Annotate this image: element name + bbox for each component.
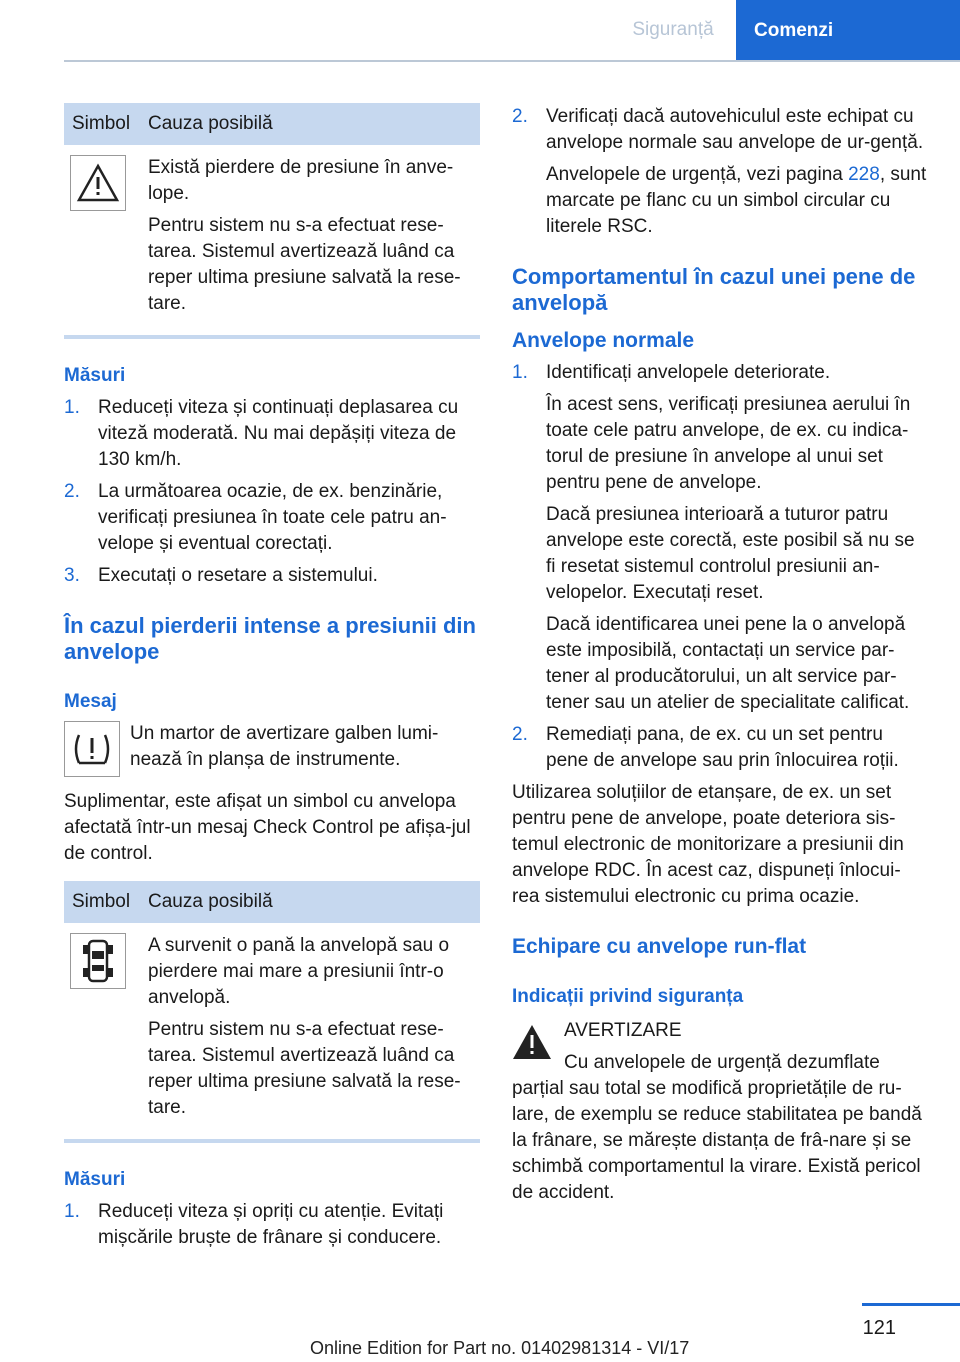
paragraph: Suplimentar, este afișat un simbol cu anvelopa afectată într-un mesaj Check Control pe afișa-jul de control. xyxy=(64,791,471,864)
warning-triangle-icon xyxy=(70,155,126,211)
warning-triangle-filled-icon xyxy=(512,1024,552,1065)
col-cause-header: Cauza posibilă xyxy=(148,113,273,134)
message-text: Un martor de avertizare galben lumi-nează în planșa de instrumente. xyxy=(130,723,439,770)
warning-title: AVERTIZARE xyxy=(564,1020,682,1041)
cause-text: Pentru sistem nu s-a efectuat rese-tarea. Sistemul avertizează luând ca reper ultima presiune salvată la rese-tare. xyxy=(148,215,461,314)
message-heading: Mesaj xyxy=(64,691,117,712)
list-item-subtext: Anvelopele de urgență, vezi pagina 228, sunt marcate pe flanc cu un simbol circular cu literele RSC. xyxy=(546,164,927,237)
message-block xyxy=(64,721,480,777)
list-item: 1. Reduceți viteza și continuați deplasarea cu viteză moderată. Nu mai depășiți viteza de 130 km/h. xyxy=(64,397,459,470)
tire-pressure-warning-icon xyxy=(64,721,120,777)
table-end-rule xyxy=(64,335,480,339)
cause-text: Pentru sistem nu s-a efectuat rese-tarea. Sistemul avertizează luând ca reper ultima presiune salvată la rese-tare. xyxy=(148,1019,461,1118)
list-item: 2. La următoarea ocazie, de ex. benzinărie, verificați presiunea în toate cele patru an-velope și eventual corectați. xyxy=(64,481,447,554)
subsection-heading: Indicații privind siguranța xyxy=(512,986,744,1007)
warning-block xyxy=(512,1018,928,1206)
table-end-rule xyxy=(64,1139,480,1143)
cause-text: A survenit o pană la anvelopă sau o pierdere mai mare a presiunii într-o anvelopă. xyxy=(148,935,450,1008)
list-item: 1. Reduceți viteza și opriți cu atenție. Evitați mișcările bruște de frânare și conducere. xyxy=(64,1201,444,1248)
table-row xyxy=(64,923,480,1121)
list-item: 3. Executați o resetare a sistemului. xyxy=(64,565,378,586)
measures-list xyxy=(64,1199,480,1251)
measures-heading: Măsuri xyxy=(64,365,126,386)
list-item: 2. Verificați dacă autovehiculul este echipat cu anvelope normale sau anvelope de ur-gență. Anvelopele de urgență, vezi pagina 228, sunt marcate pe flanc cu un simbol circular cu literele RSC. xyxy=(512,104,928,240)
list-item: 1. Identificați anvelopele deteriorate. În acest sens, verificați presiunea aerului în toate cele patru anvelope, de ex. cu indica-torul de presiune în anvelope al unui set pentru pene de anvelope. Dacă presiunea interioară a tuturor patru anvelope este corectă, este posibil să nu se fi resetat sistemul controlul presiunii an-velopelor. Executați reset. Dacă identificarea unei pene la o anvelopă este imposibilă, contactați un service par-tener al producătorului, un alt service par-tener sau un atelier de specialitate calificat. xyxy=(512,362,915,713)
warning-text: Cu anvelopele de urgență dezumflate parțial sau total se modifică proprietățile de ru-lare, de exemplu se reduce stabilitatea pe bandă la frânare, se mărește distanța de frâ-nare și se schimbă comportamentul la virare. Există pericol de accident. xyxy=(512,1052,922,1203)
table-header xyxy=(64,881,480,923)
page-link[interactable]: 228 xyxy=(848,164,880,185)
footer-rule xyxy=(862,1303,960,1306)
page-number: 121 xyxy=(862,1317,896,1339)
paragraph: Utilizarea soluțiilor de etanșare, de ex. un set pentru pene de anvelope, poate deteriora sis-temul electronic de monitorizare a presiunii din anvelope RDC. În acest caz, dispuneți înlocui-rea sistemului electronic cu prima ocazie. xyxy=(512,782,904,907)
table-header xyxy=(64,103,480,145)
left-column xyxy=(64,103,480,1251)
table-row xyxy=(64,145,480,317)
list-item: 2. Remediați pana, de ex. cu un set pentru pene de anvelope sau prin înlocuirea roții. xyxy=(512,724,899,771)
header-rule xyxy=(64,60,960,62)
section-tab: Siguranță xyxy=(632,19,714,40)
chapter-tab: Comenzi xyxy=(736,0,960,62)
col-symbol-header: Simbol xyxy=(72,113,131,134)
car-flat-tire-icon xyxy=(70,933,126,989)
col-symbol-header: Simbol xyxy=(72,891,131,912)
measures-heading: Măsuri xyxy=(64,1169,126,1190)
section-heading: În cazul pierderii intense a presiunii din anvelope xyxy=(64,613,476,664)
right-column xyxy=(512,104,928,1206)
col-cause-header: Cauza posibilă xyxy=(148,891,273,912)
edition-note: Online Edition for Part no. 01402981314 - VI/17 xyxy=(310,1338,690,1358)
section-heading: Comportamentul în cazul unei pene de anvelopă xyxy=(512,264,916,315)
list-item-text: Verificați dacă autovehiculul este echipat cu anvelope normale sau anvelope de ur-gență. xyxy=(546,106,924,153)
page-header xyxy=(0,0,960,62)
section-heading: Echipare cu anvelope run-flat xyxy=(512,935,807,958)
check-list xyxy=(512,104,928,240)
steps-list xyxy=(512,360,928,774)
measures-list xyxy=(64,395,480,589)
cause-text: Există pierdere de presiune în anve-lope. xyxy=(148,157,454,204)
subsection-heading: Anvelope normale xyxy=(512,329,695,352)
